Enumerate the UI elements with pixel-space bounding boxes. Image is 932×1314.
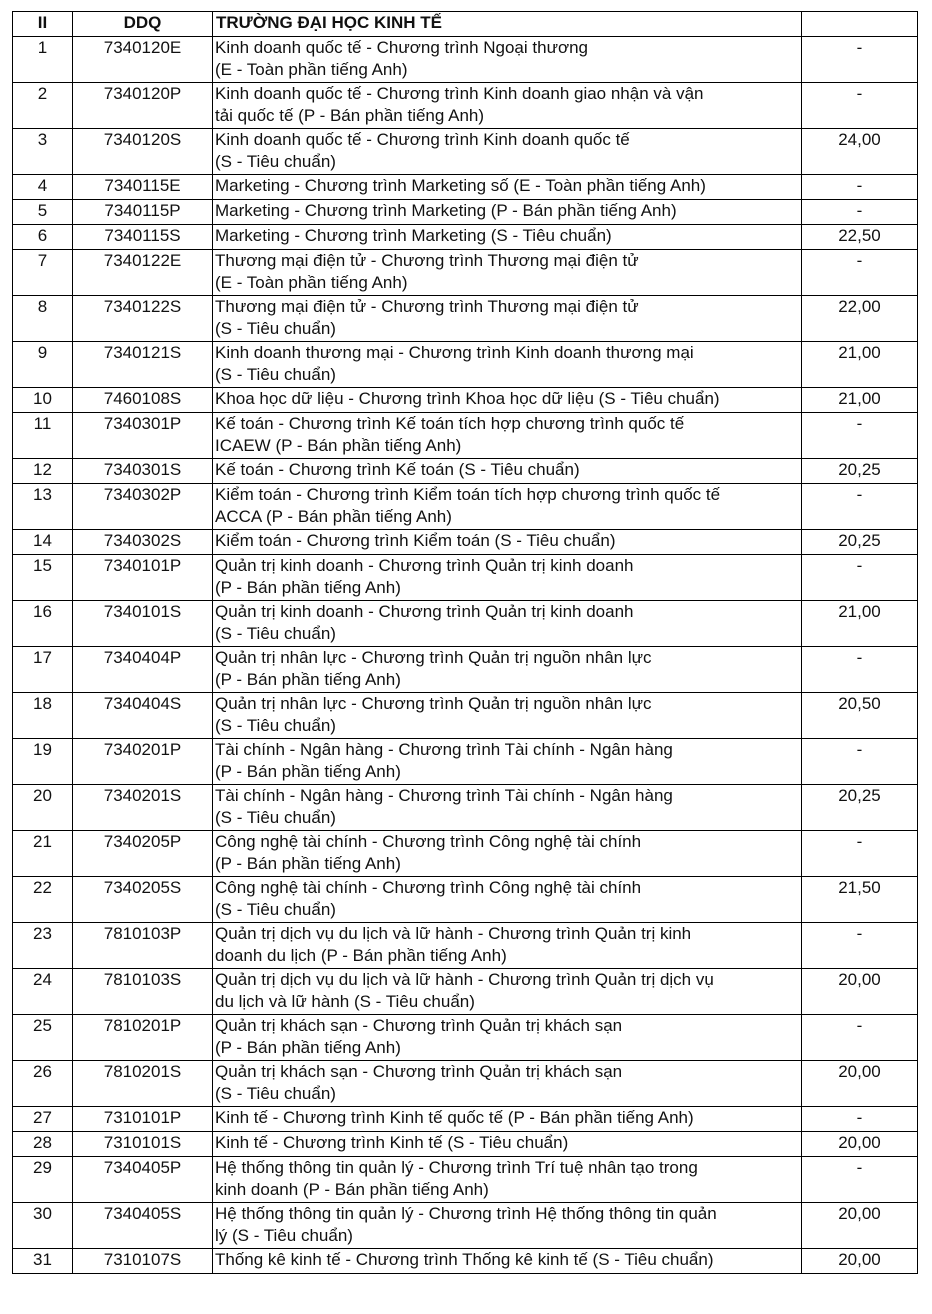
benchmark-score: -	[802, 1015, 918, 1061]
program-code: 7340301P	[73, 413, 213, 459]
table-row	[13, 1015, 918, 1061]
program-name-line-2: (P - Bán phần tiếng Anh)	[215, 1038, 401, 1057]
benchmark-score: 20,00	[802, 969, 918, 1015]
program-code: 7310101P	[73, 1107, 213, 1132]
row-number: 16	[13, 601, 73, 647]
benchmark-score: 21,00	[802, 601, 918, 647]
program-name-line-2: (S - Tiêu chuẩn)	[215, 1084, 336, 1103]
program-name-line-2: (S - Tiêu chuẩn)	[215, 900, 336, 919]
program-code: 7810103S	[73, 969, 213, 1015]
program-name	[213, 877, 802, 923]
program-name-line-1: Kế toán - Chương trình Kế toán tích hợp chương trình quốc tế	[215, 414, 685, 433]
program-name	[213, 225, 802, 250]
benchmark-score: -	[802, 250, 918, 296]
program-name	[213, 530, 802, 555]
program-name-line-1: Marketing - Chương trình Marketing (S - Tiêu chuẩn)	[215, 226, 612, 245]
program-code: 7340404S	[73, 693, 213, 739]
row-number: 9	[13, 342, 73, 388]
benchmark-score: 21,50	[802, 877, 918, 923]
program-name-line-2: (P - Bán phần tiếng Anh)	[215, 670, 401, 689]
benchmark-score: -	[802, 555, 918, 601]
header-score	[802, 12, 918, 37]
row-number: 14	[13, 530, 73, 555]
program-name-line-1: Kinh doanh quốc tế - Chương trình Kinh doanh giao nhận và vận	[215, 84, 704, 103]
program-code: 7340120P	[73, 83, 213, 129]
program-name-line-1: Kinh tế - Chương trình Kinh tế (S - Tiêu chuẩn)	[215, 1133, 569, 1152]
header-no: II	[13, 12, 73, 37]
program-name	[213, 37, 802, 83]
program-name-line-2: (P - Bán phần tiếng Anh)	[215, 762, 401, 781]
benchmark-score: -	[802, 739, 918, 785]
program-name	[213, 1203, 802, 1249]
row-number: 28	[13, 1132, 73, 1157]
table-row	[13, 1107, 918, 1132]
benchmark-score: -	[802, 83, 918, 129]
program-name-line-1: Kinh doanh quốc tế - Chương trình Kinh doanh quốc tế	[215, 130, 630, 149]
benchmark-score: 22,50	[802, 225, 918, 250]
program-name-line-1: Tài chính - Ngân hàng - Chương trình Tài chính - Ngân hàng	[215, 740, 673, 759]
benchmark-score: -	[802, 37, 918, 83]
program-name-line-2: (S - Tiêu chuẩn)	[215, 716, 336, 735]
program-name	[213, 831, 802, 877]
benchmark-score: 20,25	[802, 530, 918, 555]
program-name-line-1: Quản trị khách sạn - Chương trình Quản trị khách sạn	[215, 1062, 623, 1081]
row-number: 21	[13, 831, 73, 877]
benchmark-score: 20,50	[802, 693, 918, 739]
program-code: 7340301S	[73, 459, 213, 484]
row-number: 13	[13, 484, 73, 530]
benchmark-score: 21,00	[802, 342, 918, 388]
table-row	[13, 1249, 918, 1274]
program-name	[213, 601, 802, 647]
benchmark-score: 20,25	[802, 785, 918, 831]
table-row	[13, 129, 918, 175]
row-number: 19	[13, 739, 73, 785]
row-number: 1	[13, 37, 73, 83]
program-name-line-2: (P - Bán phần tiếng Anh)	[215, 578, 401, 597]
program-name-line-2: (P - Bán phần tiếng Anh)	[215, 854, 401, 873]
program-name-line-2: (E - Toàn phần tiếng Anh)	[215, 273, 408, 292]
row-number: 6	[13, 225, 73, 250]
table-row	[13, 555, 918, 601]
table-row	[13, 693, 918, 739]
table-row	[13, 342, 918, 388]
program-code: 7340120S	[73, 129, 213, 175]
program-name	[213, 1061, 802, 1107]
program-name	[213, 969, 802, 1015]
program-name	[213, 1249, 802, 1274]
benchmark-score: 20,25	[802, 459, 918, 484]
row-number: 29	[13, 1157, 73, 1203]
table-row	[13, 388, 918, 413]
program-code: 7340115S	[73, 225, 213, 250]
benchmark-score: -	[802, 200, 918, 225]
row-number: 5	[13, 200, 73, 225]
benchmark-score: 21,00	[802, 388, 918, 413]
table-row	[13, 1203, 918, 1249]
table-row	[13, 1132, 918, 1157]
row-number: 10	[13, 388, 73, 413]
program-name-line-1: Quản trị kinh doanh - Chương trình Quản trị kinh doanh	[215, 602, 634, 621]
program-name-line-1: Tài chính - Ngân hàng - Chương trình Tài chính - Ngân hàng	[215, 786, 673, 805]
row-number: 12	[13, 459, 73, 484]
program-name-line-1: Thương mại điện tử - Chương trình Thương mại điện tử	[215, 297, 639, 316]
program-name-line-2: du lịch và lữ hành (S - Tiêu chuẩn)	[215, 992, 475, 1011]
program-name	[213, 484, 802, 530]
row-number: 25	[13, 1015, 73, 1061]
table-header-row	[13, 12, 918, 37]
program-name	[213, 459, 802, 484]
program-code: 7340405P	[73, 1157, 213, 1203]
benchmark-score: -	[802, 484, 918, 530]
program-name	[213, 200, 802, 225]
program-name-line-2: kinh doanh (P - Bán phần tiếng Anh)	[215, 1180, 489, 1199]
program-code: 7340201S	[73, 785, 213, 831]
program-code: 7810201P	[73, 1015, 213, 1061]
row-number: 22	[13, 877, 73, 923]
table-row	[13, 225, 918, 250]
program-name	[213, 1132, 802, 1157]
row-number: 2	[13, 83, 73, 129]
program-name-line-1: Kinh doanh quốc tế - Chương trình Ngoại thương	[215, 38, 589, 57]
benchmark-score: -	[802, 923, 918, 969]
program-name-line-1: Công nghệ tài chính - Chương trình Công nghệ tài chính	[215, 832, 642, 851]
program-code: 7340122E	[73, 250, 213, 296]
row-number: 24	[13, 969, 73, 1015]
table-row	[13, 785, 918, 831]
row-number: 8	[13, 296, 73, 342]
program-name-line-2: doanh du lịch (P - Bán phần tiếng Anh)	[215, 946, 507, 965]
program-name	[213, 342, 802, 388]
program-name	[213, 129, 802, 175]
benchmark-score: 20,00	[802, 1203, 918, 1249]
table-row	[13, 459, 918, 484]
table-row	[13, 969, 918, 1015]
row-number: 11	[13, 413, 73, 459]
row-number: 15	[13, 555, 73, 601]
program-name-line-2: (S - Tiêu chuẩn)	[215, 365, 336, 384]
table-row	[13, 1157, 918, 1203]
program-name-line-2: (S - Tiêu chuẩn)	[215, 808, 336, 827]
benchmark-score: -	[802, 831, 918, 877]
program-name-line-1: Hệ thống thông tin quản lý - Chương trình Trí tuệ nhân tạo trong	[215, 1158, 698, 1177]
program-name-line-2: (E - Toàn phần tiếng Anh)	[215, 60, 408, 79]
row-number: 17	[13, 647, 73, 693]
program-name	[213, 296, 802, 342]
table-row	[13, 83, 918, 129]
program-code: 7340205P	[73, 831, 213, 877]
row-number: 18	[13, 693, 73, 739]
program-name	[213, 1015, 802, 1061]
program-name-line-2: lý (S - Tiêu chuẩn)	[215, 1226, 353, 1245]
row-number: 7	[13, 250, 73, 296]
program-name-line-1: Thống kê kinh tế - Chương trình Thống kê kinh tế (S - Tiêu chuẩn)	[215, 1250, 714, 1269]
program-code: 7340404P	[73, 647, 213, 693]
program-code: 7340201P	[73, 739, 213, 785]
benchmark-score: -	[802, 413, 918, 459]
program-name-line-1: Khoa học dữ liệu - Chương trình Khoa học dữ liệu (S - Tiêu chuẩn)	[215, 389, 720, 408]
program-code: 7460108S	[73, 388, 213, 413]
table-row	[13, 296, 918, 342]
row-number: 26	[13, 1061, 73, 1107]
benchmark-score: 20,00	[802, 1132, 918, 1157]
program-name	[213, 555, 802, 601]
program-name-line-2: ICAEW (P - Bán phần tiếng Anh)	[215, 436, 462, 455]
program-code: 7810201S	[73, 1061, 213, 1107]
program-name-line-2: ACCA (P - Bán phần tiếng Anh)	[215, 507, 452, 526]
program-name-line-1: Kế toán - Chương trình Kế toán (S - Tiêu chuẩn)	[215, 460, 580, 479]
program-code: 7310101S	[73, 1132, 213, 1157]
program-name-line-1: Thương mại điện tử - Chương trình Thương mại điện tử	[215, 251, 639, 270]
program-name-line-1: Kiểm toán - Chương trình Kiểm toán tích hợp chương trình quốc tế	[215, 485, 721, 504]
benchmark-score: -	[802, 175, 918, 200]
row-number: 3	[13, 129, 73, 175]
program-code: 7340121S	[73, 342, 213, 388]
program-name	[213, 413, 802, 459]
benchmark-score: 20,00	[802, 1249, 918, 1274]
table-row	[13, 200, 918, 225]
program-name	[213, 250, 802, 296]
row-number: 31	[13, 1249, 73, 1274]
program-name-line-1: Kiểm toán - Chương trình Kiểm toán (S - Tiêu chuẩn)	[215, 531, 616, 550]
program-name-line-1: Quản trị nhân lực - Chương trình Quản trị nguồn nhân lực	[215, 694, 652, 713]
table-row	[13, 831, 918, 877]
program-code: 7340302P	[73, 484, 213, 530]
benchmark-score: -	[802, 647, 918, 693]
program-name	[213, 83, 802, 129]
program-name-line-1: Quản trị khách sạn - Chương trình Quản trị khách sạn	[215, 1016, 623, 1035]
program-name	[213, 175, 802, 200]
table-row	[13, 530, 918, 555]
row-number: 4	[13, 175, 73, 200]
program-name-line-2: tải quốc tế (P - Bán phần tiếng Anh)	[215, 106, 485, 125]
row-number: 23	[13, 923, 73, 969]
program-name-line-1: Kinh doanh thương mại - Chương trình Kinh doanh thương mại	[215, 343, 694, 362]
program-name-line-1: Quản trị nhân lực - Chương trình Quản trị nguồn nhân lực	[215, 648, 652, 667]
table-row	[13, 37, 918, 83]
table-row	[13, 1061, 918, 1107]
table-row	[13, 250, 918, 296]
program-code: 7340115P	[73, 200, 213, 225]
program-name-line-1: Quản trị dịch vụ du lịch và lữ hành - Chương trình Quản trị kinh	[215, 924, 692, 943]
program-code: 7340302S	[73, 530, 213, 555]
row-number: 27	[13, 1107, 73, 1132]
program-code: 7810103P	[73, 923, 213, 969]
benchmark-score: 24,00	[802, 129, 918, 175]
program-name-line-2: (S - Tiêu chuẩn)	[215, 624, 336, 643]
table-row	[13, 484, 918, 530]
program-name	[213, 388, 802, 413]
program-code: 7340405S	[73, 1203, 213, 1249]
benchmark-score: 20,00	[802, 1061, 918, 1107]
program-name-line-1: Kinh tế - Chương trình Kinh tế quốc tế (P - Bán phần tiếng Anh)	[215, 1108, 694, 1127]
table-row	[13, 601, 918, 647]
table-row	[13, 647, 918, 693]
program-code: 7340101S	[73, 601, 213, 647]
table-body	[13, 37, 918, 1274]
program-name	[213, 693, 802, 739]
program-code: 7340120E	[73, 37, 213, 83]
program-name-line-1: Marketing - Chương trình Marketing số (E - Toàn phần tiếng Anh)	[215, 176, 706, 195]
program-name	[213, 1107, 802, 1132]
program-code: 7340122S	[73, 296, 213, 342]
program-name	[213, 785, 802, 831]
table-row	[13, 877, 918, 923]
program-name	[213, 1157, 802, 1203]
benchmark-score: 22,00	[802, 296, 918, 342]
program-name-line-2: (S - Tiêu chuẩn)	[215, 319, 336, 338]
program-code: 7340101P	[73, 555, 213, 601]
program-name-line-1: Quản trị kinh doanh - Chương trình Quản trị kinh doanh	[215, 556, 634, 575]
benchmark-score: -	[802, 1107, 918, 1132]
header-school-name: TRƯỜNG ĐẠI HỌC KINH TẾ	[213, 12, 802, 37]
table-row	[13, 739, 918, 785]
program-name	[213, 923, 802, 969]
program-code: 7340205S	[73, 877, 213, 923]
program-name-line-2: (S - Tiêu chuẩn)	[215, 152, 336, 171]
header-code: DDQ	[73, 12, 213, 37]
row-number: 20	[13, 785, 73, 831]
program-code: 7310107S	[73, 1249, 213, 1274]
program-name-line-1: Quản trị dịch vụ du lịch và lữ hành - Chương trình Quản trị dịch vụ	[215, 970, 714, 989]
table-row	[13, 175, 918, 200]
admission-table	[12, 11, 918, 1274]
program-name-line-1: Công nghệ tài chính - Chương trình Công nghệ tài chính	[215, 878, 642, 897]
table-row	[13, 923, 918, 969]
table-row	[13, 413, 918, 459]
benchmark-score: -	[802, 1157, 918, 1203]
row-number: 30	[13, 1203, 73, 1249]
program-name	[213, 739, 802, 785]
program-name-line-1: Hệ thống thông tin quản lý - Chương trình Hệ thống thông tin quản	[215, 1204, 717, 1223]
program-name-line-1: Marketing - Chương trình Marketing (P - Bán phần tiếng Anh)	[215, 201, 677, 220]
program-code: 7340115E	[73, 175, 213, 200]
program-name	[213, 647, 802, 693]
